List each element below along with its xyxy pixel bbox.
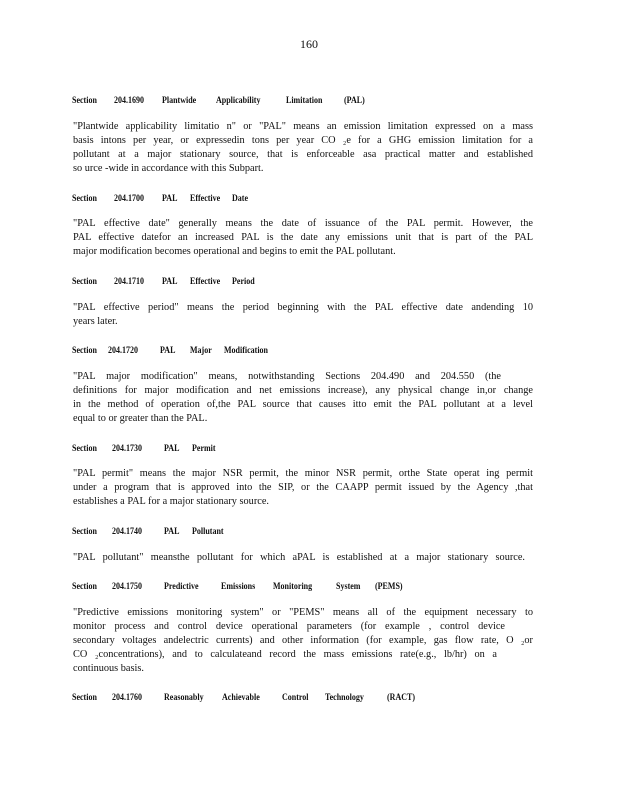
section-title-word: Pollutant (192, 526, 224, 537)
section-title-word: Modification (224, 345, 268, 356)
section-title-word: Date (232, 193, 248, 204)
section-heading-204-1760 (72, 692, 552, 702)
page-number: 160 (300, 37, 318, 51)
paragraph-line: under a program that is approved into the SIP, or the CAAPP permit issued by the Agency ,that (73, 481, 533, 493)
section-number: 204.1720 (108, 345, 138, 356)
definition-paragraph (73, 370, 533, 426)
paragraph-line: definitions for major modification and net emissions increase), any physical change in,or change (73, 384, 533, 396)
paragraph-line: CO ₂concentrations), and to calculateand record the mass emissions rate(e.g., lb/hr) on a (73, 648, 497, 660)
section-label: Section (72, 345, 97, 356)
section-title-word: Applicability (216, 95, 261, 106)
section-title-word: Plantwide (162, 95, 197, 106)
section-label: Section (72, 95, 97, 106)
section-title-word: PAL (160, 345, 176, 356)
paragraph-line: "PAL pollutant" meansthe pollutant for which aPAL is established at a major stationary source. (73, 552, 525, 563)
section-heading-204-1690 (72, 95, 552, 105)
section-number: 204.1740 (112, 526, 142, 537)
section-title-word: PAL (162, 276, 178, 287)
section-title-word: Effective (190, 276, 221, 287)
section-heading-204-1730 (72, 443, 552, 453)
definition-paragraph (73, 551, 533, 565)
section-title-word: Control (282, 692, 309, 703)
section-label: Section (72, 443, 97, 454)
paragraph-line: monitor process and control device operational parameters (for example , control device (73, 620, 505, 632)
paragraph-line: "Predictive emissions monitoring system" or "PEMS" means all of the equipment necessary to (73, 607, 533, 618)
section-title-word: Emissions (221, 581, 256, 592)
section-title-word: Achievable (222, 692, 260, 703)
section-title-word: Period (232, 276, 255, 287)
section-heading-204-1740 (72, 526, 552, 536)
section-title-word: Effective (190, 193, 221, 204)
paragraph-line: "PAL major modification" means, notwithstanding Sections 204.490 and 204.550 (the (73, 371, 501, 382)
paragraph-line: "PAL permit" means the major NSR permit, the minor NSR permit, orthe State operat ing permit (73, 468, 533, 479)
paragraph-line: secondary voltages andelectric currents) and other information (for example, gas flow rate, O ₂or (73, 634, 533, 646)
paragraph-line: years later. (73, 315, 118, 327)
definition-paragraph (73, 217, 533, 259)
section-title-word: System (336, 581, 361, 592)
section-title-word: PAL (162, 193, 178, 204)
section-number: 204.1710 (114, 276, 144, 287)
section-title-word: Major (190, 345, 212, 356)
paragraph-line: basis intons per year, or expressedin tons per year CO ₂e for a GHG emission limitation for a (73, 134, 533, 146)
section-title-word: (PAL) (344, 95, 365, 106)
section-title-word: (PEMS) (375, 581, 403, 592)
section-title-word: Reasonably (164, 692, 204, 703)
section-title-word: PAL (164, 443, 180, 454)
definition-paragraph (73, 606, 533, 676)
section-number: 204.1760 (112, 692, 142, 703)
definition-paragraph (73, 301, 533, 329)
section-label: Section (72, 581, 97, 592)
section-label: Section (72, 193, 97, 204)
section-title-word: Limitation (286, 95, 323, 106)
definition-paragraph (73, 120, 533, 176)
section-number: 204.1700 (114, 193, 144, 204)
section-title-word: Predictive (164, 581, 199, 592)
paragraph-line: "PAL effective period" means the period beginning with the PAL effective date andending 10 (73, 302, 533, 313)
section-title-word: Permit (192, 443, 216, 454)
paragraph-line: in the method of operation of,the PAL source that causes itto emit the PAL pollutant at a level (73, 398, 533, 410)
paragraph-line: so urce -wide in accordance with this Subpart. (73, 162, 264, 174)
section-heading-204-1750 (72, 581, 552, 591)
section-heading-204-1720 (72, 345, 552, 355)
section-title-word: Monitoring (273, 581, 313, 592)
paragraph-line: major modification becomes operational and begins to emit the PAL pollutant. (73, 245, 396, 257)
definition-paragraph (73, 467, 533, 509)
paragraph-line: PAL effective datefor an increased PAL is the date any emissions unit that is part of the PAL (73, 231, 533, 243)
paragraph-line: "Plantwide applicability limitatio n" or "PAL" means an emission limitation expressed on a mass (73, 121, 533, 132)
section-heading-204-1710 (72, 276, 552, 286)
paragraph-line: establishes a PAL for a major stationary source. (73, 495, 269, 507)
section-number: 204.1730 (112, 443, 142, 454)
section-title-word: Technology (325, 692, 364, 703)
paragraph-line: equal to or greater than the PAL. (73, 412, 208, 424)
section-number: 204.1750 (112, 581, 142, 592)
paragraph-line: continuous basis. (73, 662, 144, 674)
section-label: Section (72, 692, 97, 703)
paragraph-line: pollutant at a major stationary source, that is enforceable asa practical matter and established (73, 148, 533, 160)
section-title-word: PAL (164, 526, 180, 537)
section-number: 204.1690 (114, 95, 144, 106)
paragraph-line: "PAL effective date" generally means the date of issuance of the PAL permit. However, the (73, 218, 533, 229)
section-heading-204-1700 (72, 193, 552, 203)
section-label: Section (72, 526, 97, 537)
section-label: Section (72, 276, 97, 287)
section-title-word: (RACT) (387, 692, 415, 703)
